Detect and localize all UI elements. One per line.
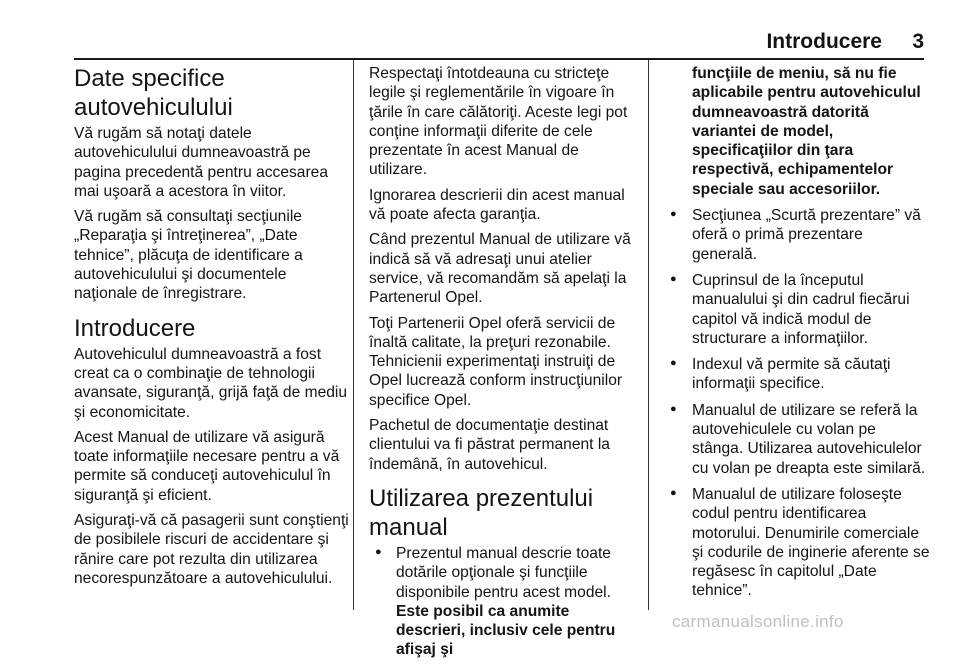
list-item: ● Secţiunea „Scurtă prezentare” vă oferă o primă prezentare generală. (668, 206, 930, 264)
bullet-list (668, 206, 930, 601)
paragraph: Acest Manual de utilizare vă asigură toate informaţiile necesare pentru a vă permite să conduceţi autovehiculul în siguranţă şi eficient. (74, 428, 340, 504)
column-3 (668, 64, 930, 608)
paragraph: Toţi Partenerii Opel oferă servicii de înaltă calitate, la preţuri rezonabile. Tehnicienii experimentaţi instruiţi de Opel lucrează conform instrucţiunilor specifice Opel. (369, 314, 623, 409)
column-2 (369, 64, 637, 667)
paragraph: Vă rugăm să consultaţi secţiunile „Reparaţia şi întreţinerea”, „Date tehnice”, plăcuţa de identificare a autovehiculului şi documentele naţionale de înregistrare. (74, 208, 303, 303)
paragraph: Când prezentul Manual de utilizare vă indică să vă adresaţi unui atelier service, vă recomandăm să apelaţi la Partenerul Opel. (369, 231, 631, 307)
header-rule (74, 58, 924, 60)
heading-manual-usage: Utilizarea prezentului manual (369, 484, 594, 541)
list-item: ● Indexul vă permite să căutaţi informaţii specifice. (668, 355, 930, 394)
list-item: ● Manualul de utilizare se referă la autovehiculele cu volan pe stânga. Utilizarea autovehiculelor cu volan pe dreapta este similară. (668, 401, 930, 478)
list-item-bold-text: Este posibil ca anumite descrieri, inclusiv cele pentru afişaj şi (396, 602, 616, 659)
continued-bold-text: funcţiile de meniu, să nu fie aplicabile pentru autovehiculul dumneavoastră datorită variantei de model, specificaţiilor din ţara respectivă, echipamentelor speciale sau accesoriilor. (692, 65, 921, 198)
column-1 (74, 64, 349, 594)
heading-vehicle-data: Date specifice autovehiculului (74, 65, 233, 121)
page-number: 3 (912, 30, 924, 53)
paragraph: Vă rugăm să notaţi datele autovehiculului dumneavoastră pe pagina precedentă pentru accesarea mai uşoară a acestora în viitor. (74, 125, 329, 200)
column-divider-1 (353, 60, 354, 610)
list-item-text: Prezentul manual descrie toate dotările opţionale şi funcţiile disponibile pentru acest model. (396, 544, 611, 601)
paragraph: Autovehiculul dumneavoastră a fost creat ca o combinaţie de tehnologii avansate, siguranţă, grijă faţă de mediu şi economicitate. (74, 345, 348, 421)
watermark: carmanualsonline.info (672, 612, 844, 631)
list-item: ● Cuprinsul de la începutul manualului şi din cadrul fiecărui capitol vă indică modul de structurare a informaţiilor. (668, 271, 930, 348)
column-divider-2 (648, 60, 649, 610)
paragraph: Pachetul de documentaţie destinat clientului va fi păstrat permanent la îndemână, în autovehicul. (369, 417, 610, 473)
paragraph: Respectaţi întotdeauna cu stricteţe legile şi reglementările în vigoare în ţările în care călătoriţi. Aceste legi pot conţine informaţii diferite de cele prezentate în acest Manual de utilizare. (369, 65, 628, 179)
page-header (60, 30, 924, 58)
paragraph: Ignorarea descrierii din acest manual vă poate afecta garanţia. (369, 186, 625, 224)
bullet-list (369, 544, 637, 660)
heading-introduction: Introducere (74, 314, 196, 342)
paragraph: Asiguraţi-vă că pasagerii sunt conştienţi de posibilele riscuri de accidentare şi rănire care pot rezulta din utilizarea necorespunzătoare a autovehiculului. (74, 512, 349, 587)
list-item (369, 544, 637, 660)
header-title: Introducere (766, 30, 882, 53)
list-item: ● Manualul de utilizare foloseşte codul pentru identificarea motorului. Denumirile comerciale şi codurile de inginerie aferente se regăsesc în capitolul „Date tehnice”. (668, 485, 930, 601)
